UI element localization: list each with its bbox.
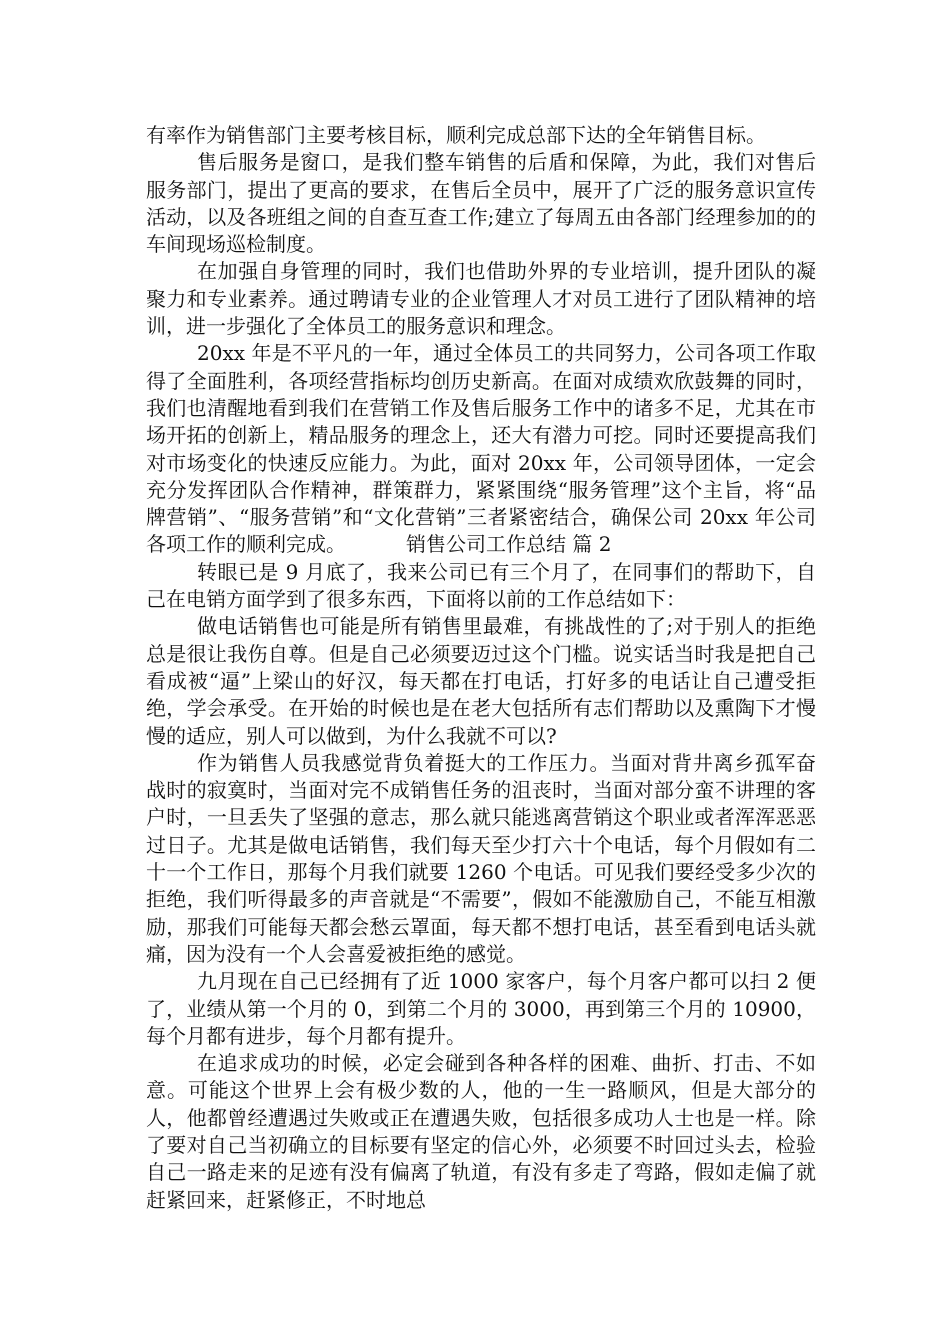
paragraph-7: 作为销售人员我感觉背负着挺大的工作压力。当面对背井离乡孤军奋战时的寂寞时，当面对完不成销售任务的沮丧时，当面对部分蛮不讲理的客户时，一旦丢失了坚强的意志，那么就只能逃离营销这个职业或者浑浑恶恶过日子。尤其是做电话销售，我们每天至少打六十个电话，每个月假如有二十一个工作日，那每个月我们就要 1260 个电话。可见我们要经受多少次的拒绝，我们听得最多的声音就是“不需要”，假如不能激励自己，不能互相激励，那我们可能每天都会愁云罩面，每天都不想打电话，甚至看到电话头就痛，因为没有一个人会喜爱被拒绝的感觉。 — [146, 750, 816, 966]
document-page — [146, 122, 816, 1214]
paragraph-5: 转眼已是 9 月底了，我来公司已有三个月了，在同事们的帮助下，自己在电销方面学到了很多东西，下面将以前的工作总结如下： — [146, 559, 816, 612]
paragraph-9: 在追求成功的时候，必定会碰到各种各样的困难、曲折、打击、不如意。可能这个世界上会有极少数的人，他的一生一路顺风，但是大部分的人，他都曾经遭遇过失败或正在遭遇失败，包括很多成功人士也是一样。除了要对自己当初确立的目标要有坚定的信心外，必须要不时回过头去，检验自己一路走来的足迹有没有偏离了轨道，有没有多走了弯路，假如走偏了就赶紧回来，赶紧修正，不时地总 — [146, 1051, 816, 1212]
paragraph-8: 九月现在自己已经拥有了近 1000 家客户，每个月客户都可以扫 2 便了，业绩从第一个月的 0，到第二个月的 3000，再到第三个月的 10900，每个月都有进步，每个月都有提升。 — [146, 969, 816, 1048]
paragraph-2: 售后服务是窗口，是我们整车销售的后盾和保障，为此，我们对售后服务部门，提出了更高的要求，在售后全员中，展开了广泛的服务意识宣传活动，以及各班组之间的自查互查工作;建立了每周五由各部门经理参加的的车间现场巡检制度。 — [146, 150, 816, 257]
paragraph-4 — [146, 340, 816, 558]
paragraph-1: 有率作为销售部门主要考核目标，顺利完成总部下达的全年销售目标。 — [146, 123, 766, 147]
paragraph-3: 在加强自身管理的同时，我们也借助外界的专业培训，提升团队的凝聚力和专业素养。通过聘请专业的企业管理人才对员工进行了团队精神的培训，进一步强化了全体员工的服务意识和理念。 — [146, 259, 816, 339]
paragraph-6: 做电话销售也可能是所有销售里最难，有挑战性的了;对于别人的拒绝总是很让我伤自尊。但是自己必须要迈过这个门槛。说实话当时我是把自己看成被“逼”上梁山的好汉，每天都在打电话，打好多的电话让自己遭受拒绝，学会承受。在开始的时候也是在老大包括所有志们帮助以及熏陶下才慢慢的适应，别人可以做到，为什么我就不可以? — [146, 614, 816, 748]
paragraph-4-text: 20xx 年是不平凡的一年，通过全体员工的共同努力，公司各项工作取得了全面胜利，各项经营指标均创历史新高。在面对成绩欢欣鼓舞的同时，我们也清醒地看到我们在营销工作及售后服务工作中的诸多不足，尤其在市场开拓的创新上，精品服务的理念上，还大有潜力可挖。同时还要提高我们对市场变化的快速反应能力。为此，面对 20xx 年，公司领导团体，一定会充分发挥团队合作精神，群策群力，紧紧围绕“服务管理”这个主旨，将“品牌营销”、“服务营销”和“文化营销”三者紧密结合，确保公司 20xx 年公司各项工作的顺利完成。 — [146, 341, 816, 557]
section-heading: 销售公司工作总结 篇 2 — [406, 532, 612, 557]
